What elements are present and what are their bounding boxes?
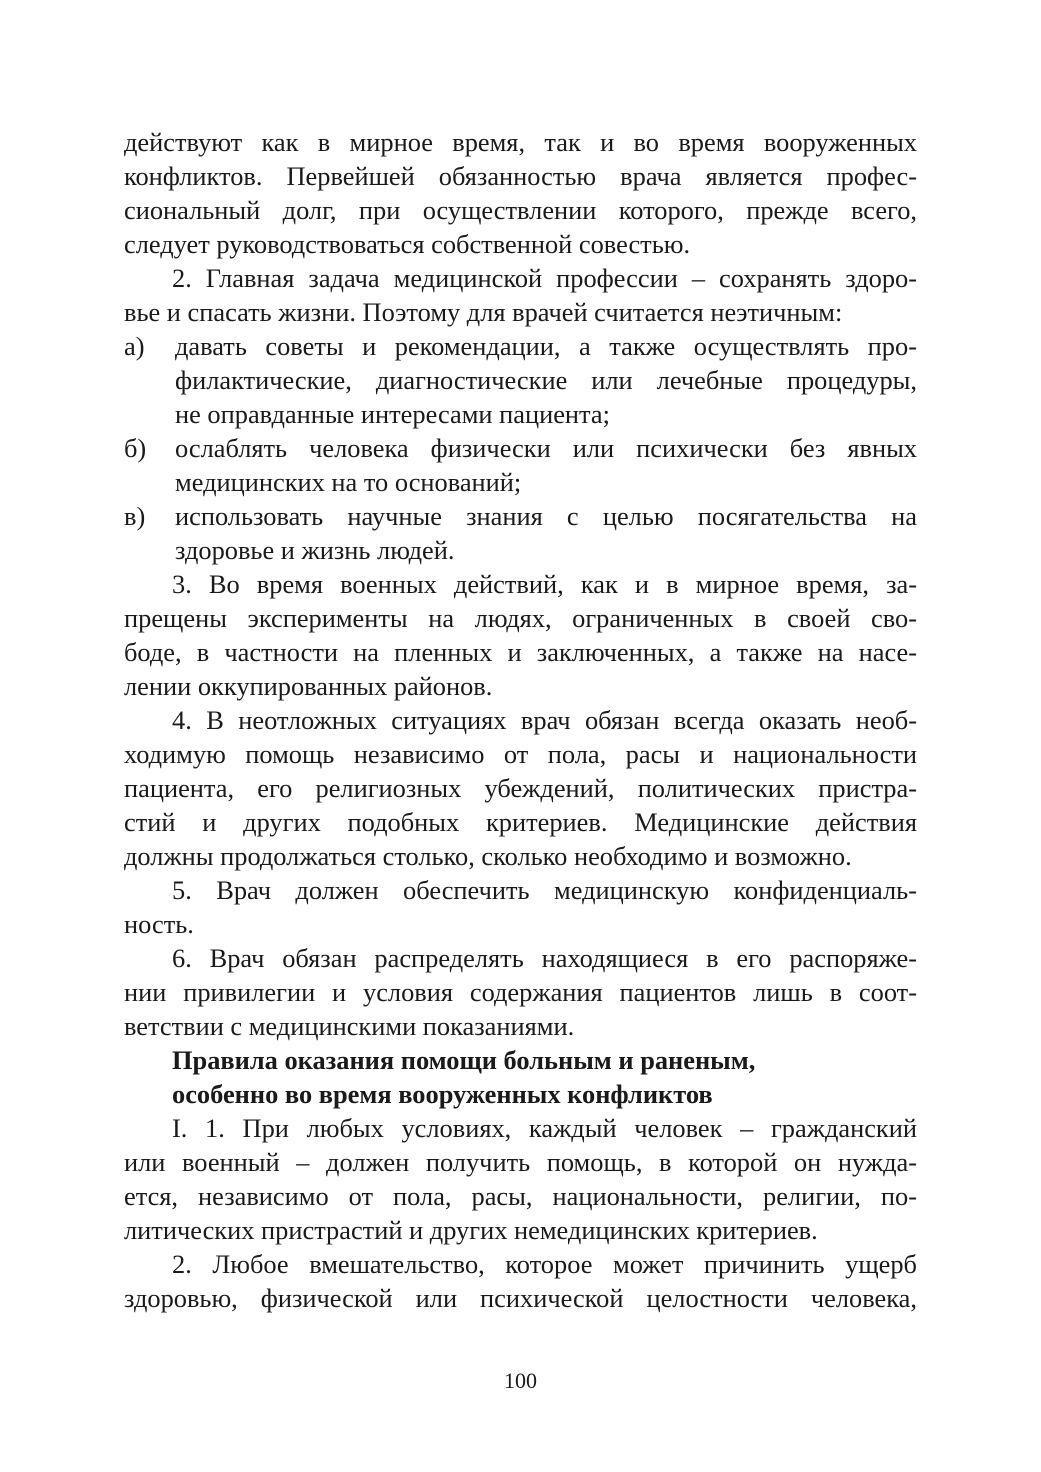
- heading-line: особенно во время вооруженных конфликтов: [172, 1079, 713, 1109]
- text-line: [124, 1009, 917, 1043]
- paragraph: [124, 261, 917, 329]
- text-line-content: ходимую помощь независимо от пола, расы и национальности: [124, 739, 917, 769]
- text-line: [124, 1145, 917, 1179]
- text-line: [124, 805, 917, 839]
- page-number: 100: [504, 1368, 537, 1393]
- body-text-after-heading: [124, 1111, 917, 1315]
- text-line-content: нии привилегии и условия содержания пациентов лишь в соот-: [124, 977, 917, 1007]
- list-marker: в): [124, 501, 146, 531]
- paragraph: [124, 941, 917, 1043]
- text-line: [124, 601, 917, 635]
- text-line-content: I. 1. При любых условиях, каждый человек – гражданский: [172, 1113, 917, 1143]
- text-line-content: 5. Врач должен обеспечить медицинскую конфиденциаль-: [172, 875, 917, 905]
- paragraph: [124, 1111, 917, 1247]
- paragraph: [124, 1247, 917, 1315]
- text-line: [124, 1281, 917, 1315]
- section-heading: [124, 1043, 917, 1111]
- text-line-content: здоровье и жизнь людей.: [175, 535, 455, 565]
- text-line: [124, 941, 917, 975]
- text-line-content: пациента, его религиозных убеждений, политических пристра-: [124, 773, 917, 803]
- text-line: [124, 193, 917, 227]
- list-item: [124, 431, 917, 499]
- text-line: [124, 533, 917, 567]
- text-line: [124, 295, 917, 329]
- text-line-content: стий и других подобных критериев. Медицинские действия: [124, 807, 917, 837]
- list-marker: а): [124, 331, 145, 361]
- body-text-before-heading: [124, 125, 917, 1043]
- text-line: [124, 431, 917, 465]
- text-line-content: филактические, диагностические или лечебные процедуры,: [175, 365, 917, 395]
- text-line: [124, 261, 917, 295]
- text-line: [124, 975, 917, 1009]
- text-line: [124, 397, 917, 431]
- text-line-content: конфликтов. Первейшей обязанностью врача является профес-: [124, 161, 917, 191]
- text-line: [124, 567, 917, 601]
- page-body: [124, 125, 917, 1315]
- text-line: [124, 703, 917, 737]
- text-line: [124, 499, 917, 533]
- text-line: [124, 125, 917, 159]
- list-item: [124, 329, 917, 431]
- text-line: [124, 363, 917, 397]
- text-line-content: здоровью, физической или психической целостности человека,: [124, 1283, 917, 1313]
- text-line: [124, 227, 917, 261]
- text-line-content: боде, в частности на пленных и заключенных, а также на насе-: [124, 637, 917, 667]
- text-line-content: не оправданные интересами пациента;: [175, 399, 610, 429]
- text-line-content: давать советы и рекомендации, а также осуществлять про-: [175, 331, 917, 361]
- text-line-content: сиональный долг, при осуществлении которого, прежде всего,: [124, 195, 917, 225]
- text-line: [124, 1213, 917, 1247]
- text-line-content: 2. Главная задача медицинской профессии – сохранять здоро-: [172, 263, 917, 293]
- text-line-content: использовать научные знания с целью посягательства на: [175, 501, 917, 531]
- text-line-content: прещены эксперименты на людях, ограниченных в своей сво-: [124, 603, 917, 633]
- paragraph: [124, 703, 917, 873]
- text-line: [124, 873, 917, 907]
- text-line: [124, 635, 917, 669]
- text-line: [124, 1111, 917, 1145]
- text-line-content: лении оккупированных районов.: [124, 671, 493, 701]
- text-line: [124, 465, 917, 499]
- text-line-content: ослаблять человека физически или психически без явных: [175, 433, 917, 463]
- text-line: [124, 1247, 917, 1281]
- text-line-content: 2. Любое вмешательство, которое может причинить ущерб: [172, 1249, 917, 1279]
- text-line: [124, 771, 917, 805]
- heading-line: Правила оказания помощи больным и раненым,: [172, 1045, 756, 1075]
- text-line-content: ветствии с медицинскими показаниями.: [124, 1011, 575, 1041]
- text-line-content: 6. Врач обязан распределять находящиеся в его распоряже-: [172, 943, 917, 973]
- text-line-content: 4. В неотложных ситуациях врач обязан всегда оказать необ-: [172, 705, 917, 735]
- text-line: [124, 839, 917, 873]
- text-line-content: следует руководствоваться собственной совестью.: [124, 229, 691, 259]
- list-marker: б): [124, 433, 147, 463]
- text-line-content: действуют как в мирное время, так и во время вооруженных: [124, 127, 917, 157]
- paragraph: [124, 873, 917, 941]
- text-line-content: или военный – должен получить помощь, в которой он нужда-: [124, 1147, 917, 1177]
- text-line: [124, 907, 917, 941]
- text-line-content: ность.: [124, 909, 194, 939]
- text-line: [124, 737, 917, 771]
- paragraph: [124, 125, 917, 261]
- text-line-content: должны продолжаться столько, сколько необходимо и возможно.: [124, 841, 852, 871]
- text-line: [124, 1179, 917, 1213]
- text-line: [124, 669, 917, 703]
- text-line-content: медицинских на то оснований;: [175, 467, 522, 497]
- text-line-content: литических пристрастий и других немедицинских критериев.: [124, 1215, 818, 1245]
- list-item: [124, 499, 917, 567]
- text-line: [124, 329, 917, 363]
- text-line-content: вье и спасать жизни. Поэтому для врачей считается неэтичным:: [124, 297, 843, 327]
- text-line: [124, 159, 917, 193]
- text-line-content: 3. Во время военных действий, как и в мирное время, за-: [172, 569, 917, 599]
- paragraph: [124, 567, 917, 703]
- text-line-content: ется, независимо от пола, расы, национальности, религии, по-: [124, 1181, 917, 1211]
